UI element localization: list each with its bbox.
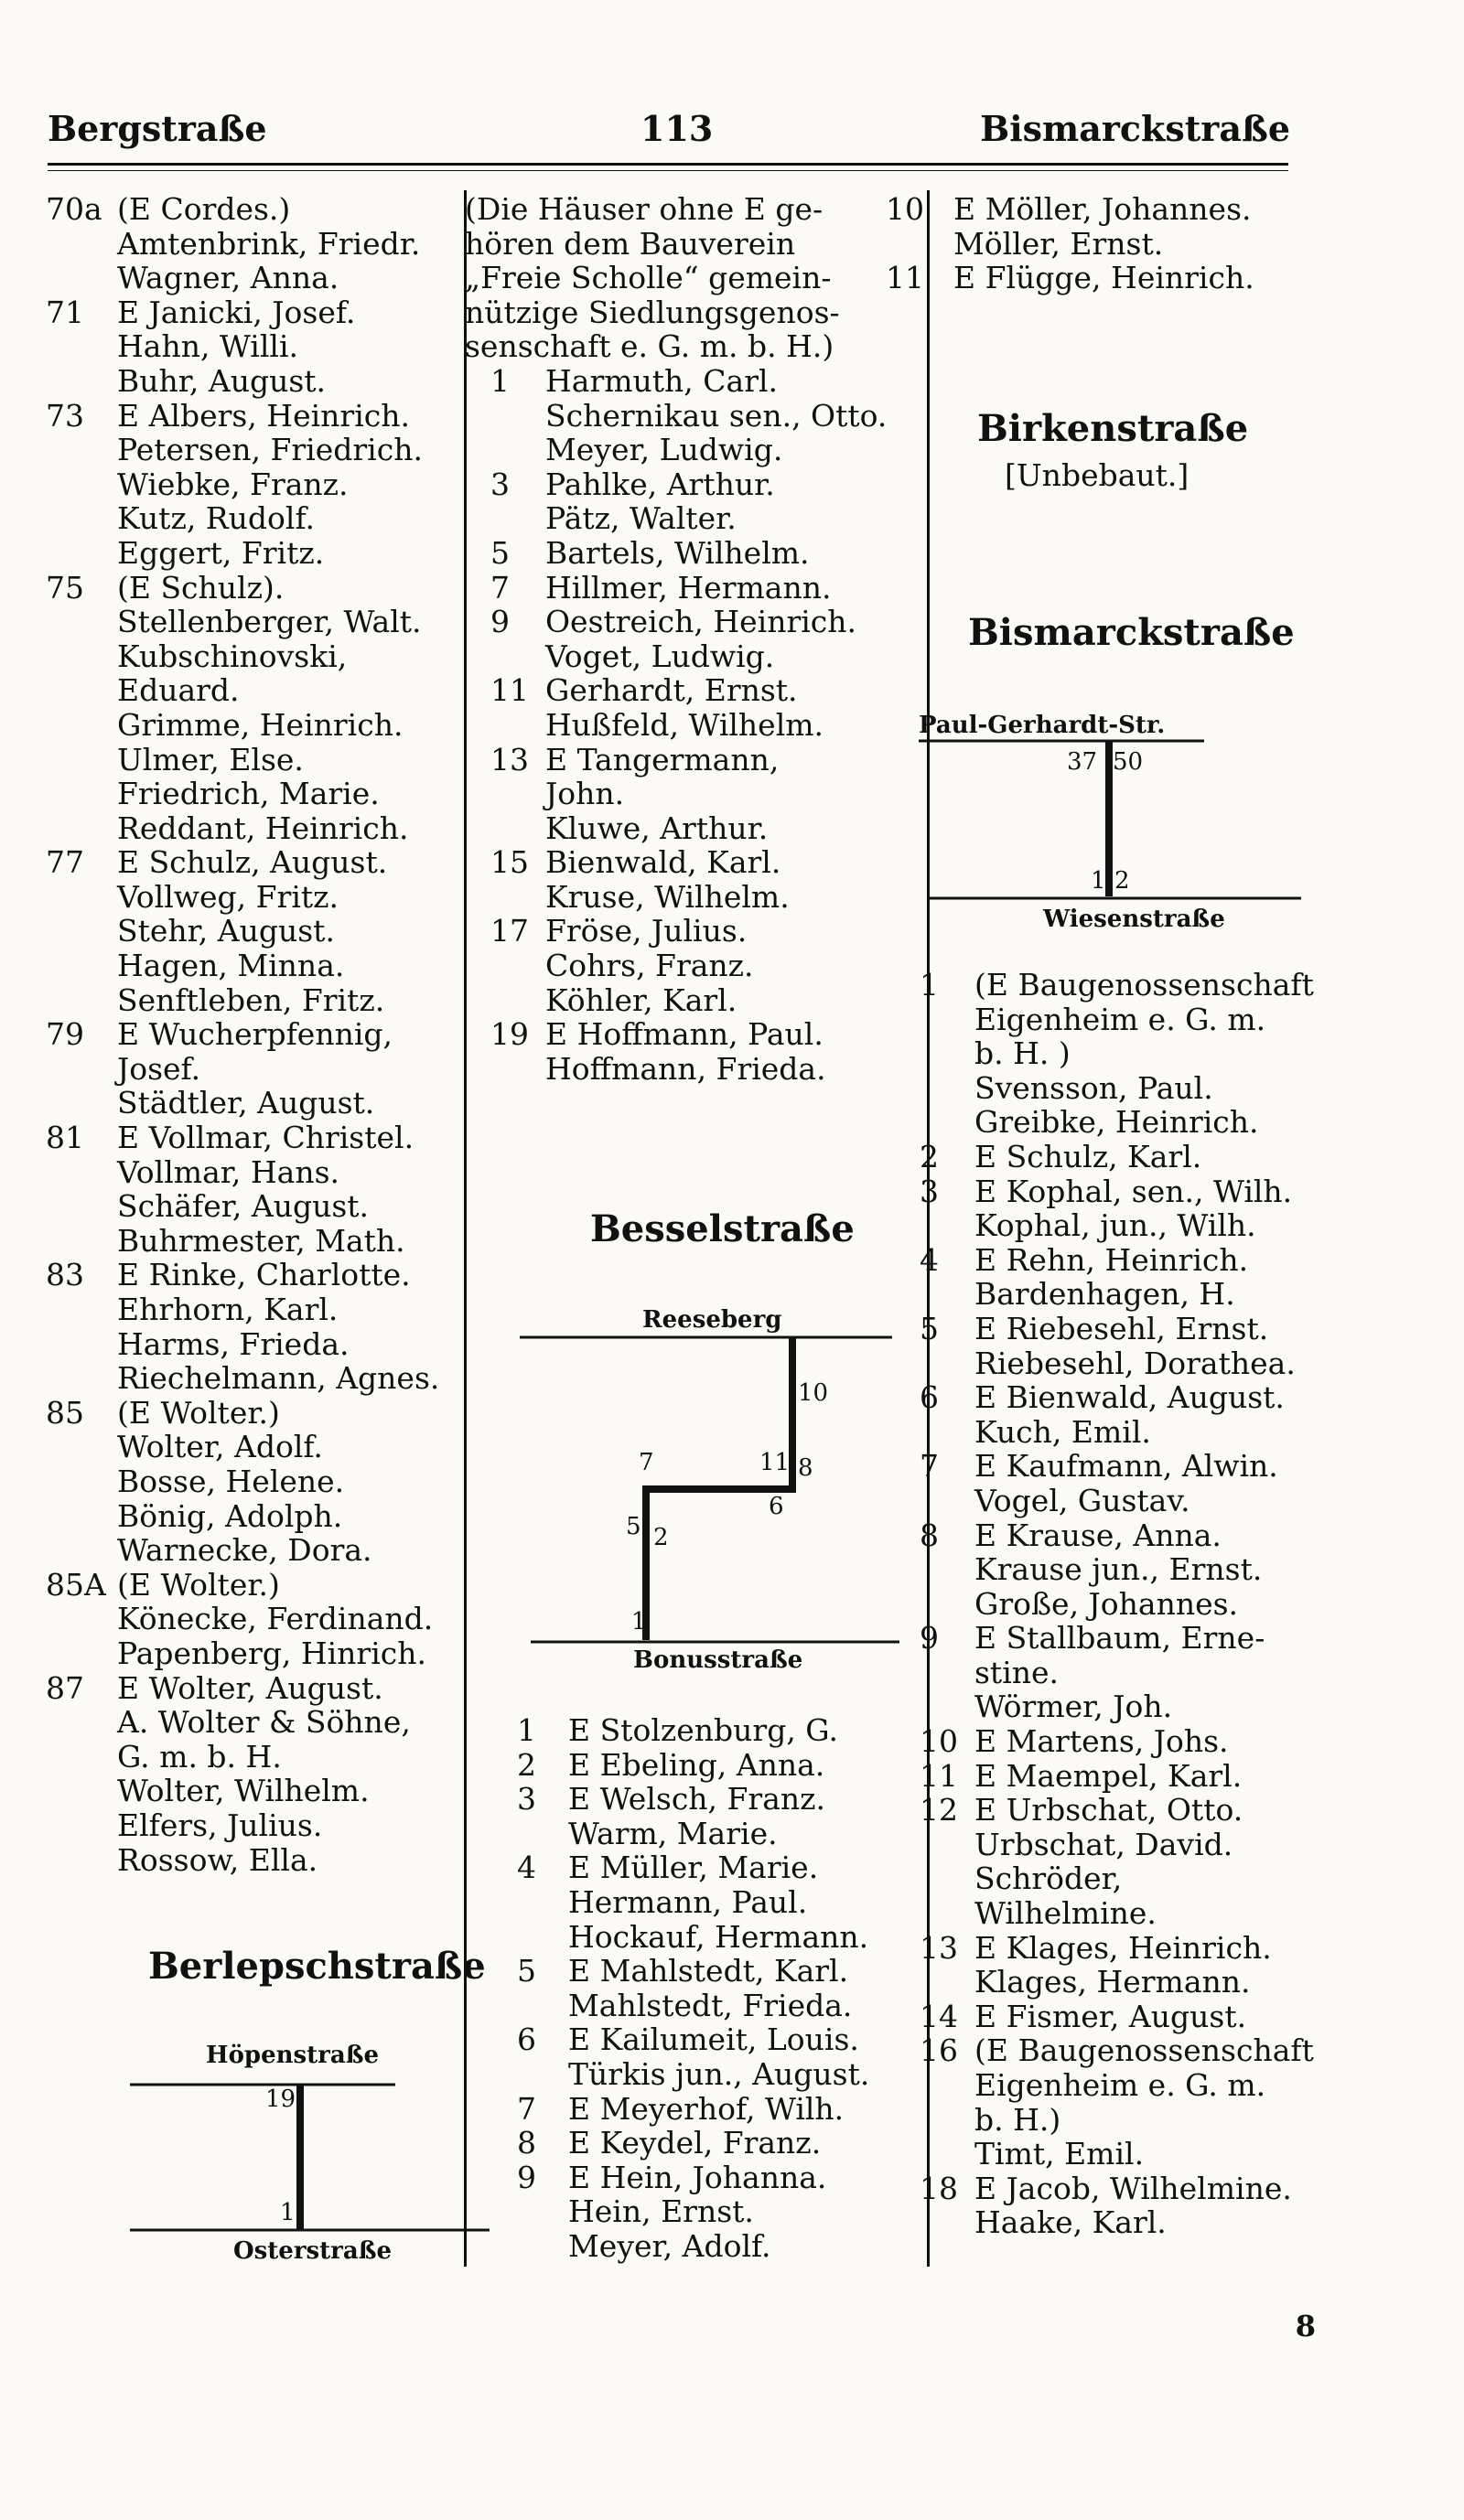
house-number: 9 <box>490 604 510 640</box>
entry-line <box>920 1140 1359 1174</box>
resident-name: E Klages, Heinrich. <box>974 1929 1272 1966</box>
diagram-top-street: Paul-Gerhardt-Str. <box>919 712 1166 739</box>
resident-name: Schröder, <box>974 1861 1123 1897</box>
resident-name: E Stolzenburg, G. <box>568 1712 838 1748</box>
resident-name: Meyer, Ludwig. <box>545 432 783 468</box>
resident-name: E Riebesehl, Ernst. <box>974 1310 1269 1346</box>
entry-line <box>920 1793 1359 1828</box>
house-number: 8 <box>517 2125 536 2161</box>
entry-line <box>920 2068 1359 2103</box>
diagram-number: 5 <box>626 1513 641 1540</box>
resident-name: E Meyerhof, Wilh. <box>568 2090 845 2127</box>
signature-mark: 8 <box>1295 2309 1316 2343</box>
resident-name: E Krause, Anna. <box>974 1517 1222 1553</box>
house-number: 11 <box>490 672 529 709</box>
resident-name: Städtler, August. <box>117 1085 375 1121</box>
entry-line <box>920 1208 1359 1243</box>
resident-name: E Wucherpfennig, <box>117 1016 393 1053</box>
house-number: 5 <box>517 1953 536 1989</box>
resident-name: E Welsch, Franz. <box>568 1781 826 1818</box>
house-number: 1 <box>490 362 510 399</box>
resident-name: Greibke, Heinrich. <box>974 1104 1259 1141</box>
house-number: 85A <box>46 1566 106 1603</box>
resident-name: stine. <box>974 1654 1060 1690</box>
header-left-street: Bergstraße <box>48 108 267 149</box>
house-number: 3 <box>490 466 510 502</box>
house-number: 11 <box>920 1757 958 1794</box>
entry-line <box>920 1380 1359 1415</box>
entry-line <box>920 1724 1359 1759</box>
house-number: 71 <box>46 294 84 330</box>
resident-name: E Maempel, Karl. <box>974 1757 1243 1794</box>
entry-line <box>920 1346 1359 1381</box>
house-number: 10 <box>920 1723 958 1760</box>
resident-name: Hagen, Minna. <box>117 948 345 984</box>
resident-name: Friedrich, Marie. <box>117 776 380 812</box>
resident-name: Buhr, August. <box>117 362 327 399</box>
house-number: 87 <box>46 1669 84 1706</box>
house-number: 13 <box>490 741 529 777</box>
house-number: 7 <box>920 1448 939 1485</box>
entry-line <box>920 968 1359 1003</box>
entry-line <box>920 1931 1359 1966</box>
resident-name: Kuch, Emil. <box>974 1413 1151 1450</box>
resident-name: Warm, Marie. <box>568 1815 778 1851</box>
entry-line <box>920 1518 1359 1553</box>
resident-name: E Flügge, Heinrich. <box>953 260 1254 296</box>
resident-name: Voget, Ludwig. <box>545 638 775 674</box>
house-number: 5 <box>920 1310 939 1346</box>
resident-name: Bartels, Wilhelm. <box>545 534 810 571</box>
resident-name: Amtenbrink, Friedr. <box>117 225 421 262</box>
resident-name: Wilhelmine. <box>974 1895 1157 1932</box>
entry-line <box>920 1896 1359 1931</box>
house-number: 73 <box>46 397 84 434</box>
house-number: 3 <box>517 1781 536 1818</box>
resident-name: Hillmer, Hermann. <box>545 569 832 606</box>
resident-name: Bienwald, Karl. <box>545 844 781 881</box>
entry-line <box>920 1689 1359 1724</box>
entry-line <box>920 2000 1359 2034</box>
resident-name: Hockauf, Hermann. <box>568 1918 869 1955</box>
resident-name: G. m. b. H. <box>117 1738 282 1775</box>
resident-name: E Fismer, August. <box>974 1998 1247 2034</box>
entry-line <box>920 1861 1359 1896</box>
resident-name: Reddant, Heinrich. <box>117 810 409 846</box>
section-title-besselstrasse: Besselstraße <box>590 1207 855 1250</box>
resident-name: Petersen, Friedrich. <box>117 432 423 468</box>
resident-name: E Rehn, Heinrich. <box>974 1241 1249 1278</box>
resident-name: hören dem Bauverein <box>465 225 796 262</box>
entry-line <box>920 2171 1359 2206</box>
resident-name: Fröse, Julius. <box>545 913 748 949</box>
resident-name: Stehr, August. <box>117 913 335 949</box>
resident-name: E Ebeling, Anna. <box>568 1746 825 1783</box>
house-number: 70a <box>46 191 102 227</box>
resident-name: Wiebke, Franz. <box>117 466 349 502</box>
resident-name: Wolter, Adolf. <box>117 1429 323 1465</box>
resident-name: senschaft e. G. m. b. H.) <box>465 328 834 365</box>
house-number: 83 <box>46 1257 84 1293</box>
resident-name: E Wolter, August. <box>117 1669 383 1706</box>
resident-name: E Albers, Heinrich. <box>117 397 410 434</box>
diagram-number: 7 <box>639 1449 654 1476</box>
resident-name: Pahlke, Arthur. <box>545 466 775 502</box>
house-number: 10 <box>886 191 924 227</box>
house-number: 85 <box>46 1394 84 1431</box>
house-number: 4 <box>920 1241 939 1278</box>
resident-name: Eigenheim e. G. m. <box>974 2067 1266 2103</box>
entry-line <box>920 2205 1359 2240</box>
resident-name: E Keydel, Franz. <box>568 2125 822 2161</box>
diagram-bottom-street: Bonusstraße <box>633 1646 803 1674</box>
resident-name: (E Wolter.) <box>117 1566 280 1603</box>
resident-name: E Kailumeit, Louis. <box>568 2021 859 2058</box>
birken-note: [Unbebaut.] <box>1005 457 1190 493</box>
diagram-number: 2 <box>653 1524 669 1551</box>
resident-name: Pätz, Walter. <box>545 500 737 537</box>
house-number: 5 <box>490 534 510 571</box>
house-number: 7 <box>517 2090 536 2127</box>
resident-name: Klages, Hermann. <box>974 1964 1251 2000</box>
diagram-top-street: Höpenstraße <box>206 2042 380 2069</box>
entry-line <box>920 1312 1359 1346</box>
entry-line <box>920 1656 1359 1690</box>
house-number: 19 <box>490 1016 529 1053</box>
entry-line <box>920 1449 1359 1484</box>
resident-name: (E Baugenossenschaft <box>974 967 1314 1003</box>
entry-line <box>920 1621 1359 1656</box>
resident-name: E Tangermann, <box>545 741 780 777</box>
entry-line <box>920 1587 1359 1622</box>
resident-name: Ulmer, Else. <box>117 741 304 777</box>
resident-name: E Schulz, Karl. <box>974 1138 1202 1174</box>
resident-name: b. H.) <box>974 2101 1061 2138</box>
diagram-number: 1 <box>1091 867 1106 895</box>
resident-name: Ehrhorn, Karl. <box>117 1292 339 1327</box>
resident-name: Vollmar, Hans. <box>117 1153 340 1190</box>
resident-name: Urbschat, David. <box>974 1826 1233 1862</box>
resident-name: Kruse, Wilhelm. <box>545 878 790 915</box>
resident-name: Vollweg, Fritz. <box>117 878 339 915</box>
resident-name: Riebesehl, Dorathea. <box>974 1345 1296 1381</box>
house-number: 2 <box>920 1138 939 1174</box>
resident-name: A. Wolter & Söhne, <box>117 1704 411 1741</box>
resident-name: Köhler, Karl. <box>545 981 737 1018</box>
resident-name: E Kaufmann, Alwin. <box>974 1448 1278 1485</box>
entry-line <box>920 1484 1359 1518</box>
house-number: 1 <box>517 1712 536 1748</box>
house-number: 15 <box>490 844 529 881</box>
diagram-number: 19 <box>265 2086 296 2113</box>
resident-name: Harms, Frieda. <box>117 1325 350 1362</box>
entry-line <box>920 1105 1359 1140</box>
resident-name: Eggert, Fritz. <box>117 534 325 571</box>
resident-name: Hermann, Paul. <box>568 1883 808 1920</box>
house-number: 81 <box>46 1120 84 1156</box>
entry-line <box>920 1965 1359 2000</box>
diagram-number: 1 <box>280 2199 296 2226</box>
resident-name: Timt, Emil. <box>974 2136 1145 2172</box>
resident-name: b. H. ) <box>974 1035 1071 1072</box>
resident-name: Möller, Ernst. <box>953 225 1164 262</box>
section-title-birkenstrasse: Birkenstraße <box>977 407 1249 450</box>
page-number: 113 <box>640 108 714 149</box>
house-number: 14 <box>920 1998 958 2034</box>
resident-name: Buhrmester, Math. <box>117 1222 405 1259</box>
resident-name: E Bienwald, August. <box>974 1379 1285 1416</box>
resident-name: Oestreich, Heinrich. <box>545 604 857 640</box>
resident-name: Kophal, jun., Wilh. <box>974 1207 1256 1244</box>
resident-name: Eduard. <box>117 672 240 709</box>
house-number: 75 <box>46 569 84 606</box>
resident-name: Josef. <box>117 1050 201 1087</box>
diagram-top-street: Reeseberg <box>642 1306 782 1334</box>
section-title-bismarckstrasse: Bismarckstraße <box>968 611 1295 654</box>
house-number: 9 <box>517 2159 536 2195</box>
resident-name: Gerhardt, Ernst. <box>545 672 798 709</box>
resident-name: „Freie Scholle“ gemein- <box>465 260 832 296</box>
house-number: 7 <box>490 569 510 606</box>
diagram-number: 6 <box>769 1493 784 1520</box>
resident-name: Riechelmann, Agnes. <box>117 1360 440 1397</box>
resident-name: E Urbschat, Otto. <box>974 1792 1243 1828</box>
entry-line <box>920 2137 1359 2171</box>
resident-name: Rossow, Ella. <box>117 1841 318 1878</box>
house-number: 16 <box>920 2032 958 2069</box>
resident-name: nützige Siedlungsgenos- <box>465 294 840 330</box>
resident-name: E Müller, Marie. <box>568 1850 819 1886</box>
resident-name: (Die Häuser ohne E ge- <box>465 191 824 227</box>
resident-name: Elfers, Julius. <box>117 1807 323 1843</box>
diagram-number: 10 <box>798 1379 829 1407</box>
resident-name: Krause jun., Ernst. <box>974 1551 1263 1588</box>
resident-name: Kutz, Rudolf. <box>117 500 315 537</box>
diagram-number: 1 <box>631 1608 647 1635</box>
entry-line <box>920 1759 1359 1794</box>
house-number: 11 <box>886 260 924 296</box>
house-number: 1 <box>920 967 939 1003</box>
house-number: 18 <box>920 2170 958 2206</box>
resident-name: Warnecke, Dora. <box>117 1532 372 1569</box>
resident-name: Svensson, Paul. <box>974 1069 1213 1106</box>
resident-name: E Stallbaum, Erne- <box>974 1620 1265 1657</box>
house-number: 13 <box>920 1929 958 1966</box>
entry-line <box>920 1243 1359 1278</box>
diagram-bottom-street: Wiesenstraße <box>1043 906 1225 933</box>
resident-name: Wörmer, Joh. <box>974 1689 1173 1725</box>
resident-name: E Hoffmann, Paul. <box>545 1016 824 1053</box>
resident-name: (E Wolter.) <box>117 1394 280 1431</box>
entry-line <box>920 1552 1359 1587</box>
header-right-street: Bismarckstraße <box>980 108 1290 149</box>
house-number: 8 <box>920 1517 939 1553</box>
resident-name: Senftleben, Fritz. <box>117 981 385 1018</box>
resident-name: E Janicki, Josef. <box>117 294 356 330</box>
resident-name: (E Schulz). <box>117 569 285 606</box>
resident-name: E Kophal, sen., Wilh. <box>974 1173 1293 1209</box>
diagram-number: 8 <box>798 1454 813 1482</box>
entry-line <box>920 1828 1359 1862</box>
resident-name: Eigenheim e. G. m. <box>974 1001 1266 1037</box>
entry-line <box>920 1003 1359 1037</box>
house-number: 79 <box>46 1016 84 1053</box>
resident-name: Wolter, Wilhelm. <box>117 1773 370 1809</box>
house-number: 77 <box>46 844 84 881</box>
resident-name: Vogel, Gustav. <box>974 1482 1190 1518</box>
resident-name: Papenberg, Hinrich. <box>117 1635 426 1671</box>
section-title-berlepschstrasse: Berlepschstraße <box>148 1945 486 1988</box>
resident-name: Schernikau sen., Otto. <box>545 397 888 434</box>
entry-line <box>920 1277 1359 1312</box>
house-number: 17 <box>490 913 529 949</box>
resident-name: E Mahlstedt, Karl. <box>568 1953 849 1989</box>
resident-name: Hahn, Willi. <box>117 328 298 365</box>
resident-name: Türkis jun., August. <box>568 2055 870 2092</box>
resident-name: Cohrs, Franz. <box>545 948 754 984</box>
resident-name: E Rinke, Charlotte. <box>117 1257 411 1293</box>
resident-name: Könecke, Ferdinand. <box>117 1601 434 1637</box>
resident-name: (E Cordes.) <box>117 191 291 227</box>
house-number: 9 <box>920 1620 939 1657</box>
resident-name: Grimme, Heinrich. <box>117 706 404 743</box>
resident-name: Kubschinovski, <box>117 638 348 674</box>
house-number: 4 <box>517 1850 536 1886</box>
house-number: 3 <box>920 1173 939 1209</box>
resident-name: E Möller, Johannes. <box>953 191 1252 227</box>
entry-line <box>920 1415 1359 1450</box>
resident-name: (E Baugenossenschaft <box>974 2032 1314 2069</box>
resident-name: E Martens, Johs. <box>974 1723 1229 1760</box>
entry-line <box>920 2103 1359 2138</box>
resident-name: E Hein, Johanna. <box>568 2159 827 2195</box>
resident-name: Kluwe, Arthur. <box>545 810 769 846</box>
resident-name: Harmuth, Carl. <box>545 362 779 399</box>
resident-name: Bardenhagen, H. <box>974 1276 1235 1313</box>
resident-name: E Jacob, Wilhelmine. <box>974 2170 1292 2206</box>
entry-line <box>920 1071 1359 1106</box>
house-number: 12 <box>920 1792 958 1828</box>
resident-name: Hoffmann, Frieda. <box>545 1050 826 1087</box>
entry-line <box>920 2033 1359 2068</box>
resident-name: E Vollmar, Christel. <box>117 1120 414 1156</box>
entry-line <box>920 1036 1359 1071</box>
column-3-entries-bottom <box>920 968 1359 2240</box>
resident-name: Stellenberger, Walt. <box>117 604 422 640</box>
resident-name: Haake, Karl. <box>974 2204 1167 2241</box>
diagram-number: 2 <box>1114 867 1130 895</box>
diagram-number: 37 <box>1067 748 1098 776</box>
resident-name: Hußfeld, Wilhelm. <box>545 706 824 743</box>
resident-name: Bosse, Helene. <box>117 1463 345 1499</box>
resident-name: Mahlstedt, Frieda. <box>568 1987 853 2023</box>
house-number: 6 <box>517 2021 536 2058</box>
entry-line <box>920 1174 1359 1209</box>
resident-name: Schäfer, August. <box>117 1188 370 1225</box>
resident-name: Meyer, Adolf. <box>568 2227 771 2264</box>
house-number: 2 <box>517 1746 536 1783</box>
diagram-number: 50 <box>1113 748 1144 776</box>
resident-name: Hein, Ernst. <box>568 2193 754 2230</box>
resident-name: John. <box>545 776 625 812</box>
diagram-bottom-street: Osterstraße <box>233 2237 393 2265</box>
resident-name: Wagner, Anna. <box>117 260 339 296</box>
resident-name: Bönig, Adolph. <box>117 1497 343 1534</box>
resident-name: E Schulz, August. <box>117 844 388 881</box>
resident-name: Große, Johannes. <box>974 1585 1239 1622</box>
diagram-number: 11 <box>759 1449 791 1476</box>
house-number: 6 <box>920 1379 939 1416</box>
